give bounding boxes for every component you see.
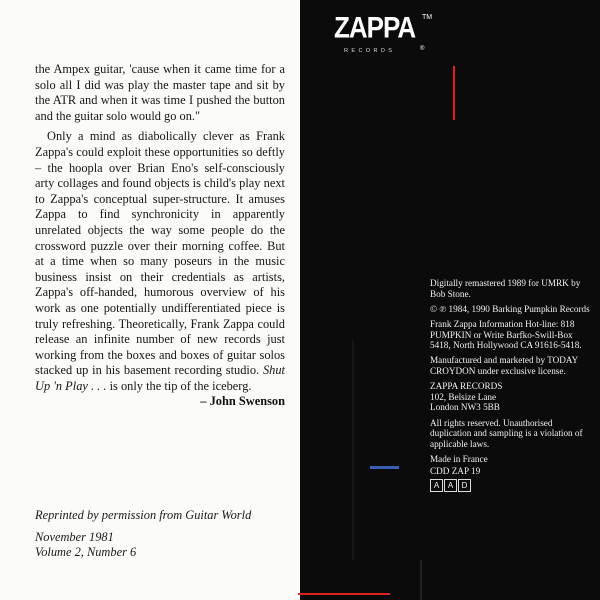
logo-text: ZAPPA (334, 10, 416, 45)
date-volume: Volume 2, Number 6 (35, 545, 137, 559)
reprint-credit: Reprinted by permission from Guitar World (35, 508, 252, 522)
dark-bottom-stripe (420, 560, 422, 600)
spars-code-3: D (458, 479, 471, 492)
blue-stripe-accent (370, 466, 399, 469)
hotline-note: Frank Zappa Information Hot-line: 818 PUMPKIN or Write Barfko-Swill-Box 5418, North Hollywood CA 91616-5418. (430, 318, 582, 351)
author-byline: – John Swenson (200, 394, 285, 409)
address-city: London NW3 5BB (430, 402, 500, 413)
address-name: ZAPPA RECORDS (430, 381, 503, 392)
registered-mark: ® (420, 46, 425, 52)
spars-code-2: A (444, 479, 457, 492)
spars-code (430, 479, 590, 492)
zappa-records-logo (334, 10, 434, 56)
article-paragraph-1: the Ampex guitar, 'cause when it came time for a solo all I did was play the master tape and sit by the ATR and when it was time I pushed the button and the guitar solo would go on." (35, 62, 285, 123)
red-bottom-stripe (298, 593, 390, 595)
album-title: Shut Up 'n Play . . . (35, 363, 285, 393)
label-address (430, 381, 590, 413)
date-month: November 1981 (35, 530, 114, 544)
article-paragraph-2 (35, 129, 285, 394)
article-body (35, 62, 285, 410)
spars-code-1: A (430, 479, 443, 492)
rights-note: All rights reserved. Unauthorised duplication and sampling is a violation of applicable laws. (430, 417, 583, 449)
made-in-note: Made in France (430, 453, 488, 464)
red-stripe-accent (453, 66, 455, 120)
trademark-mark: TM (422, 14, 433, 21)
marketing-note: Manufactured and marketed by TODAY CROYDON under exclusive license. (430, 355, 578, 376)
catalog-number: CDD ZAP 19 (430, 466, 481, 477)
release-info (430, 278, 590, 492)
remaster-note: Digitally remastered 1989 for UMRK by Bob Stone. (430, 278, 581, 299)
dark-vertical-stripe (352, 340, 354, 560)
article-paragraph-2-text: Only a mind as diabolically clever as Frank Zappa's could exploit these opportunities so deftly – the hoopla over Brian Eno's self-consciously arty collages and found objects is child's play next to Zappa's conceptual super-structure. It amuses Zappa to find synchronicity in apparently unrelated objects the way some people do the crossword puzzle over their morning coffee. But at a time when so many poseurs in the music business insist on their credentials as artists, Zappa's off-handed, humorous overview of his work as one potentially undifferentiated piece is truly refreshing. Theoretically, Frank Zappa could release an infinite number of new records just working from the boxes and boxes of guitar solos stacked up in his basement recording studio. (35, 129, 285, 378)
address-street: 102, Belsize Lane (430, 391, 497, 402)
logo-subtitle: RECORDS (344, 48, 396, 54)
copyright-note: © ℗ 1984, 1990 Barking Pumpkin Records (430, 303, 590, 314)
publication-date (35, 530, 136, 560)
article-paragraph-2-end: is only the tip of the iceberg. (109, 378, 252, 393)
